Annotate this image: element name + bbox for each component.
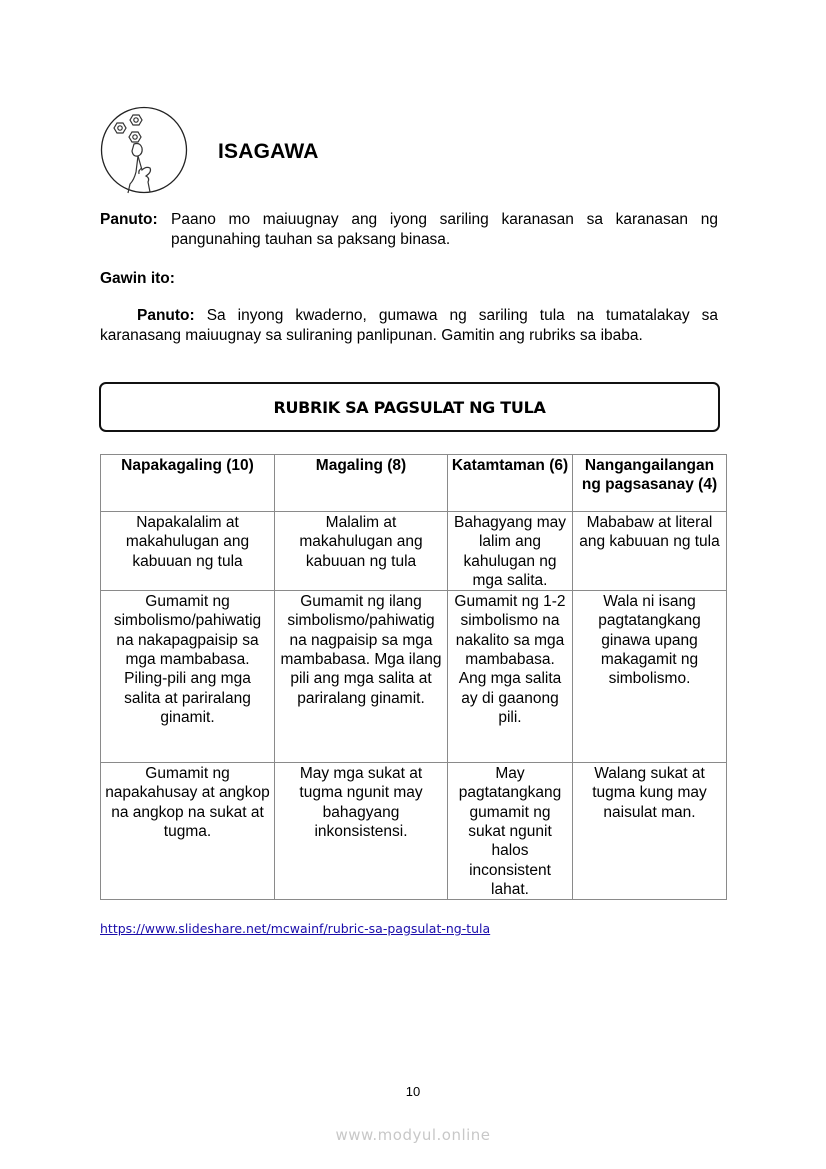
table-cell: Gumamit ng simbolismo/pahiwatig na nakapagpaisip sa mga mambabasa. Piling-pili ang mga salita at pariralang ginamit.: [101, 591, 275, 763]
panuto-2-text-line2: karanasang maiuugnay sa suliraning panlipunan. Gamitin ang rubriks sa ibaba.: [100, 327, 643, 344]
panuto-1-text-line1: Paano mo maiuugnay ang iyong sariling karanasan sa karanasan ng: [171, 211, 718, 228]
panuto-1-text-line2: pangunahing tauhan sa paksang binasa.: [171, 231, 451, 248]
page-number: 10: [405, 1084, 421, 1099]
table-row: [101, 763, 727, 900]
gawin-ito-heading: Gawin ito:: [100, 270, 175, 287]
table-cell: May pagtatangkang gumamit ng sukat ngunit halos inconsistent lahat.: [448, 763, 573, 900]
section-title: ISAGAWA: [218, 140, 319, 163]
watermark: www.modyul.online: [335, 1126, 491, 1144]
table-cell: Malalim at makahulugan ang kabuuan ng tula: [275, 512, 448, 591]
header-nangangailangan: Nangangailangan ng pagsasanay (4): [573, 455, 727, 512]
source-link[interactable]: https://www.slideshare.net/mcwainf/rubric-sa-pagsulat-ng-tula: [100, 921, 491, 936]
table-cell: Mababaw at literal ang kabuuan ng tula: [573, 512, 727, 591]
rubric-table: [100, 454, 727, 900]
table-header-row: [101, 455, 727, 512]
table-cell: Gumamit ng ilang simbolismo/pahiwatig na nagpaisip sa mga mambabasa. Mga ilang pili ang mga salita at pariralang ginamit.: [275, 591, 448, 763]
hand-with-nuts-icon: [100, 106, 188, 194]
rubric-title: RUBRIK SA PAGSULAT NG TULA: [273, 397, 546, 417]
instruction-panuto-2: [100, 306, 718, 346]
header-katamtaman: Katamtaman (6): [448, 455, 573, 512]
instruction-panuto-1: [100, 210, 718, 250]
table-cell: Bahagyang may lalim ang kahulugan ng mga salita.: [448, 512, 573, 591]
panuto-2-text-line1: Sa inyong kwaderno, gumawa ng sariling tula na tumatalakay sa: [206, 307, 718, 324]
table-cell: Napakalalim at makahulugan ang kabuuan ng tula: [101, 512, 275, 591]
panuto-label: Panuto:: [137, 307, 195, 324]
header-magaling: Magaling (8): [275, 455, 448, 512]
panuto-label: Panuto:: [100, 211, 158, 228]
table-row: [101, 591, 727, 763]
rubric-title-box: [99, 382, 720, 432]
table-cell: May mga sukat at tugma ngunit may bahagyang inkonsistensi.: [275, 763, 448, 900]
table-cell: Walang sukat at tugma kung may naisulat man.: [573, 763, 727, 900]
header-napakagaling: Napakagaling (10): [101, 455, 275, 512]
table-row: [101, 512, 727, 591]
table-cell: Gumamit ng 1-2 simbolismo na nakalito sa mga mambabasa. Ang mga salita ay di gaanong pili.: [448, 591, 573, 763]
table-cell: Gumamit ng napakahusay at angkop na angkop na sukat at tugma.: [101, 763, 275, 900]
table-cell: Wala ni isang pagtatangkang ginawa upang makagamit ng simbolismo.: [573, 591, 727, 763]
